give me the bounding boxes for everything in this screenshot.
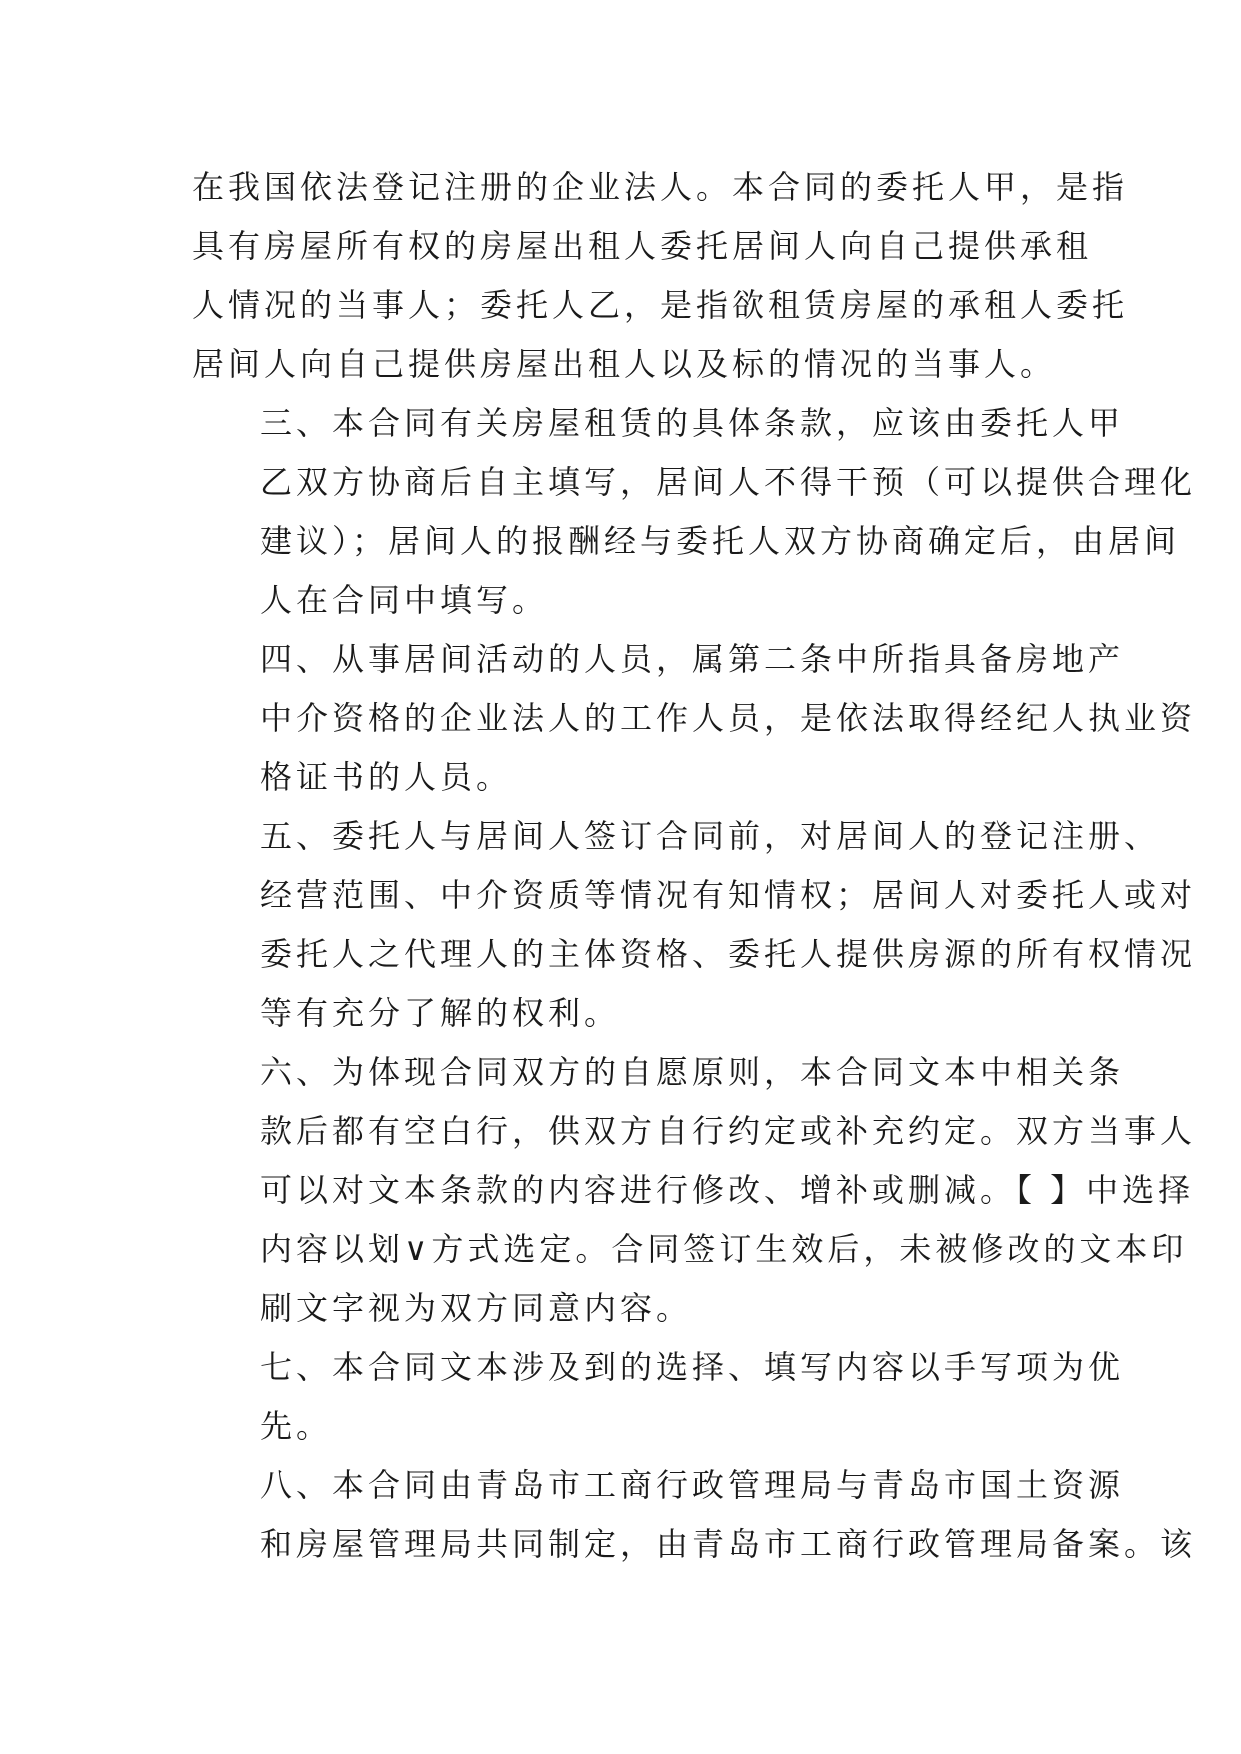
paragraph-article-6: 六、为体现合同双方的自愿原则，本合同文本中相关条 款后都有空白行，供双方自行约定或补充约定。双方当事人 可以对文本条款的内容进行修改、增补或删减。【 】中选择 内容以划∨方式选定。合同签订生效后，未被修改的文本印 刷文字视为双方同意内容。 — [260, 1053, 1197, 1327]
paragraph-article-8: 八、本合同由青岛市工商行政管理局与青岛市国土资源 和房屋管理局共同制定，由青岛市工商行政管理局备案。该 — [260, 1466, 1197, 1563]
paragraph-article-5: 五、委托人与居间人签订合同前，对居间人的登记注册、 经营范围、中介资质等情况有知情权；居间人对委托人或对 委托人之代理人的主体资格、委托人提供房源的所有权情况 等有充分了解的权利。 — [260, 817, 1197, 1032]
document-body — [192, 158, 1197, 1574]
paragraph-article-7: 七、本合同文本涉及到的选择、填写内容以手写项为优 先。 — [260, 1348, 1125, 1445]
paragraph-continuation: 在我国依法登记注册的企业法人。本合同的委托人甲，是指 具有房屋所有权的房屋出租人委托居间人向自己提供承租 人情况的当事人；委托人乙，是指欲租赁房屋的承租人委托 居间人向自己提供房屋出租人以及标的情况的当事人。 — [192, 168, 1129, 383]
paragraph-article-3: 三、本合同有关房屋租赁的具体条款，应该由委托人甲 乙双方协商后自主填写，居间人不得干预（可以提供合理化 建议）；居间人的报酬经与委托人双方协商确定后，由居间 人在合同中填写。 — [260, 404, 1197, 619]
paragraph-article-4: 四、从事居间活动的人员，属第二条中所指具备房地产 中介资格的企业法人的工作人员，是依法取得经纪人执业资 格证书的人员。 — [260, 640, 1197, 796]
